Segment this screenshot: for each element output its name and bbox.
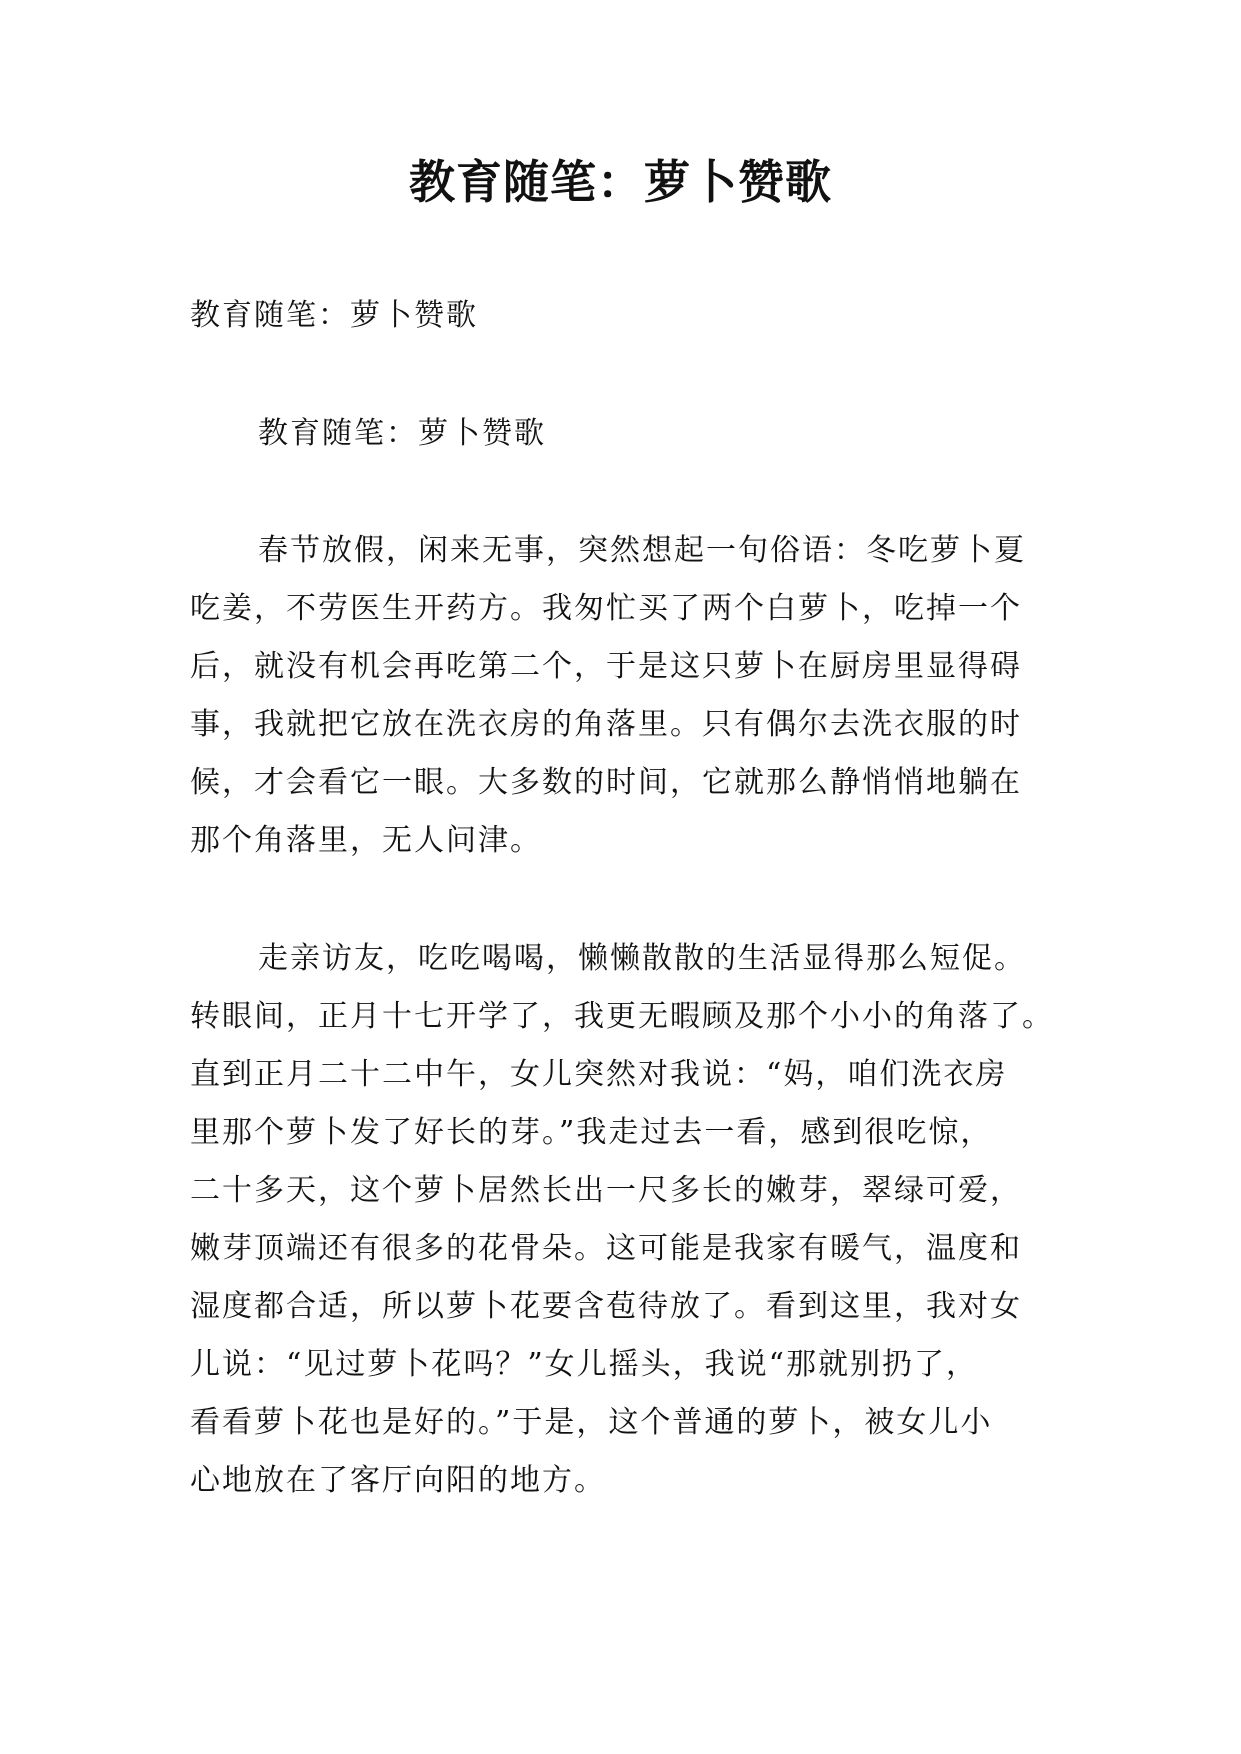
paragraph-line: 事，我就把它放在洗衣房的角落里。只有偶尔去洗衣服的时 (190, 707, 1022, 742)
document-subtitle-indented: 教育随笔：萝卜赞歌 (258, 416, 546, 451)
document-subtitle: 教育随笔：萝卜赞歌 (190, 298, 478, 333)
paragraph-line: 嫩芽顶端还有很多的花骨朵。这可能是我家有暖气，温度和 (190, 1231, 1022, 1266)
paragraph-line: 后，就没有机会再吃第二个，于是这只萝卜在厨房里显得碍 (190, 649, 1022, 684)
paragraph-line: 候，才会看它一眼。大多数的时间，它就那么静悄悄地躺在 (190, 765, 1022, 800)
paragraph-line: 湿度都合适，所以萝卜花要含苞待放了。看到这里，我对女 (190, 1289, 1022, 1324)
paragraph-line: 走亲访友，吃吃喝喝，懒懒散散的生活显得那么短促。 (258, 941, 1026, 976)
paragraph-line: 看看萝卜花也是好的。”于是，这个普通的萝卜，被女儿小 (190, 1405, 993, 1440)
paragraph-line: 儿说：“见过萝卜花吗？”女儿摇头，我说“那就别扔了， (190, 1347, 979, 1382)
paragraph-line: 转眼间，正月十七开学了，我更无暇顾及那个小小的角落了。 (190, 999, 1054, 1034)
paragraph-line: 春节放假，闲来无事，突然想起一句俗语：冬吃萝卜夏 (258, 533, 1026, 568)
paragraph-line: 直到正月二十二中午，女儿突然对我说：“妈，咱们洗衣房 (190, 1057, 1008, 1092)
paragraph-line: 二十多天，这个萝卜居然长出一尺多长的嫩芽，翠绿可爱， (190, 1173, 1022, 1208)
paragraph-line: 里那个萝卜发了好长的芽。”我走过去一看，感到很吃惊， (190, 1115, 993, 1150)
paragraph-1 (190, 522, 1070, 870)
document-title: 教育随笔：萝卜赞歌 (409, 155, 832, 209)
paragraph-2 (190, 930, 1070, 1510)
paragraph-line: 心地放在了客厅向阳的地方。 (190, 1463, 606, 1498)
paragraph-line: 吃姜，不劳医生开药方。我匆忙买了两个白萝卜，吃掉一个 (190, 591, 1022, 626)
paragraph-line: 那个角落里，无人问津。 (190, 823, 542, 858)
